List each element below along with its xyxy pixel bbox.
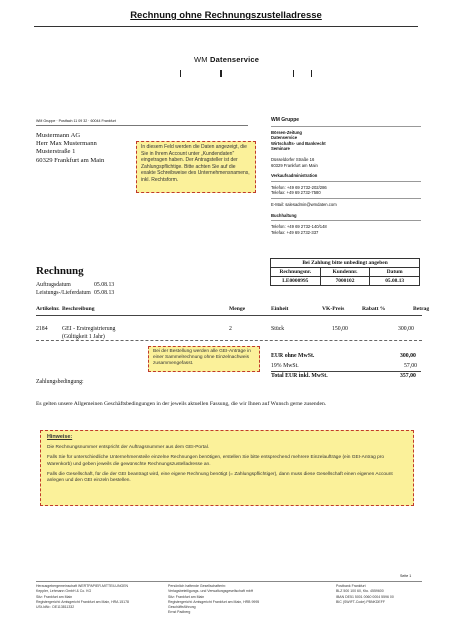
recipient-city: 60329 Frankfurt am Main — [36, 156, 105, 164]
footer-divider — [36, 581, 422, 582]
company-divider — [271, 126, 421, 127]
footer-line: Herausgebergemeinschaft WERTPAPIER-MITTEILUNGEN — [36, 584, 129, 588]
footer-col-bank — [336, 584, 394, 605]
col-header-beschreibung: Beschreibung — [62, 306, 95, 312]
positions-annotation-note: Bei der Bestellung werden alle GEI-Anträge in einer Sammelrechnung ohne Einzelnachweis zusammengefasst. — [148, 346, 260, 372]
recipient-person: Herr Max Mustermann — [36, 140, 97, 148]
row-description: GEI - Erstregistrierung — [62, 326, 116, 332]
accounting-fax: Telefax: +49 69 2732-337 — [271, 229, 319, 235]
payment-terms-label: Zahlungsbedingung: — [36, 379, 84, 385]
hints-title: Hinweise: — [47, 434, 73, 440]
terms-notice: Es gelten unsere Allgemeinen Geschäftsbedingungen in der jeweils aktuellen Fassung, die wir Ihnen auf Wunsch gerne zusenden. — [36, 401, 327, 407]
footer-line: IBAN DE51 5001 0060 0004 5596 00 — [336, 594, 394, 599]
group-name: WM Gruppe — [271, 117, 300, 123]
order-date-label: Auftragsdatum — [36, 282, 71, 288]
net-total-label: EUR ohne MwSt. — [271, 353, 315, 359]
hint-paragraph-2: Falls Sie für unterschiedliche Unternehmensteile einzelne Rechnungen benötigen, erstellen Sie bitte entsprechend mehrere Einzelaufträge (ein GEI-Antrag pro Warenkorb) und geben jeweils die gewünschte Rechnungszustelladresse an. — [47, 455, 385, 467]
accounting-phone: Telefon: +49 69 2732-140/148 — [271, 224, 327, 230]
recipient-street: Musterstraße 1 — [36, 148, 76, 156]
footer-col-partner — [168, 584, 259, 616]
row-vk-preis: 150,00 — [332, 326, 348, 332]
customer-number-value: 7000102 — [321, 277, 371, 285]
logo-prefix: WM — [194, 55, 208, 64]
footer-line: Postbank Frankfurt — [336, 584, 366, 588]
document-title: Rechnung ohne Rechnungszustelladresse — [130, 10, 322, 21]
date-value: 05.08.13 — [385, 278, 405, 284]
vat-label: 19% MwSt. — [271, 363, 299, 369]
col-header-einheit: Einheit — [271, 306, 289, 312]
company-city: 60329 Frankfurt am Main — [271, 162, 318, 168]
hints-box — [40, 430, 414, 506]
hint-paragraph-3: Falls die Gesellschaft, für die der GEI beantragt wird, eine eigene Rechnung benötigt (= Zahlungspflichtiger), dann muss diese Gesellschaft einen eigenen Account anlegen und den GEI einzeln bestellen. — [47, 471, 393, 484]
footer-line: Persönlich haftende Gesellschafterin: — [168, 584, 226, 588]
logo-tick-mark — [293, 70, 294, 77]
admin-divider — [271, 181, 421, 182]
col-header-betrag: Betrag — [413, 306, 430, 312]
admin-phone: Telefon: +49 69 2732-202/286 — [271, 184, 327, 190]
row-description-validity: (Gültigkeit 1 Jahr) — [62, 334, 105, 340]
delivery-date-row — [36, 290, 114, 296]
recipient-company: Mustermann AG — [36, 132, 81, 139]
totals-divider — [271, 371, 421, 372]
vat-value: 57,00 — [404, 363, 418, 369]
logo-tick-mark — [180, 70, 181, 77]
grand-total-value: 357,00 — [400, 373, 416, 379]
footer-line: Keppler, Lehmann GmbH & Co. KG — [36, 589, 92, 594]
footer-line: Sitz: Frankfurt am Main — [36, 594, 73, 599]
admin-title: Verkaufsadministration — [271, 173, 318, 179]
accounting-title: Buchhaltung — [271, 212, 297, 218]
payment-reference-box — [270, 258, 420, 286]
row-einheit: Stück — [271, 326, 285, 332]
grand-total-label: Total EUR inkl. MwSt. — [271, 373, 328, 379]
footer-line: USt-IdNr.: DE113811332 — [36, 605, 75, 610]
title-divider — [34, 26, 418, 27]
row-artikelnr: 2184 — [36, 326, 48, 332]
table-header-divider — [36, 315, 422, 316]
col-header-menge: Menge — [229, 306, 246, 312]
col-header-artikelnr: Artikelnr. — [36, 306, 60, 312]
row-menge: 2 — [229, 326, 232, 332]
company-name-1: Börsen-Zeitung — [271, 129, 302, 135]
company-street: Düsseldorfer Straße 16 — [271, 156, 315, 162]
accounting-divider — [271, 220, 421, 221]
admin-email: E-Mail: salesadmin@wmdaten.com — [271, 201, 337, 207]
sender-line: WM Gruppe · Postfach 11 09 32 · 60044 Frankfurt — [36, 119, 116, 123]
logo-tick-mark — [311, 70, 312, 77]
order-date-row — [36, 282, 114, 288]
invoice-number-label: Rechnungsnr. — [271, 268, 321, 277]
customer-number-label: Kundennr. — [321, 268, 371, 277]
footer-line: BIC (SWIFT-Code) PBNKDEFF — [336, 599, 386, 604]
company-contact-block — [271, 118, 421, 235]
invoice-number-value: LE0000995 — [271, 277, 321, 285]
row-betrag: 300,00 — [398, 326, 414, 332]
logo-name: Datenservice — [210, 55, 260, 64]
delivery-date-label: Leistungs-/Lieferdatum — [36, 290, 91, 296]
admin-divider — [271, 198, 421, 199]
sender-divider — [36, 125, 248, 126]
footer-line: Geschäftsführung — [168, 605, 196, 610]
col-header-rabatt: Rabatt % — [362, 306, 386, 312]
address-annotation-note: In diesem Feld werden die Daten angezeigt, die Sie in Ihrem Account unter „Kundendaten" eingetragen haben. Der Antragsteller ist der Zahlungspflichtige. Bitte achten Sie auf die exakte Schreibweise des Unternehmensnamens, inkl. Rechtsform. — [136, 141, 256, 193]
table-end-divider — [36, 340, 422, 341]
page-number: Seite 1 — [400, 574, 412, 578]
date-label: Datum — [370, 268, 419, 277]
payment-box-heading: Bei Zahlung bitte unbedingt angeben — [271, 259, 419, 268]
hint-paragraph-1: Die Rechnungsnummer entspricht der Auftragsnummer aus dem GEI-Portal. — [47, 445, 210, 451]
delivery-date-value: 05.08.13 — [94, 290, 115, 296]
order-date-value: 05.08.13 — [94, 282, 115, 288]
recipient-address — [36, 132, 104, 165]
footer-line: BLZ 500 100 60, Kto. 4559600 — [336, 589, 384, 594]
footer-line: Ernst Padberg — [168, 610, 191, 615]
company-logo — [194, 55, 314, 64]
footer-col-publisher — [36, 584, 129, 610]
invoice-title: Rechnung — [36, 265, 84, 277]
footer-line: Sitz: Frankfurt am Main — [168, 594, 205, 599]
net-total-value: 300,00 — [400, 353, 416, 359]
col-header-vk-preis: VK-Preis — [322, 306, 345, 312]
company-name-3: Wirtschafts- und Bankrecht — [271, 140, 326, 146]
footer-line: Registergericht: Amtsgericht Frankfurt am Main, HRA 15178 — [36, 599, 129, 604]
company-name-4: Seminare — [271, 146, 290, 152]
admin-fax: Telefax: +49 69 2732-7580 — [271, 190, 321, 196]
company-name-2: Datenservice — [271, 135, 298, 141]
footer-line: Verlagsbeteiligungs- und Verwaltungsgesellschaft mbH — [168, 589, 254, 594]
logo-tick-mark — [220, 70, 222, 77]
footer-line: Registergericht: Amtsgericht Frankfurt am Main, HRB 9995 — [168, 599, 260, 604]
